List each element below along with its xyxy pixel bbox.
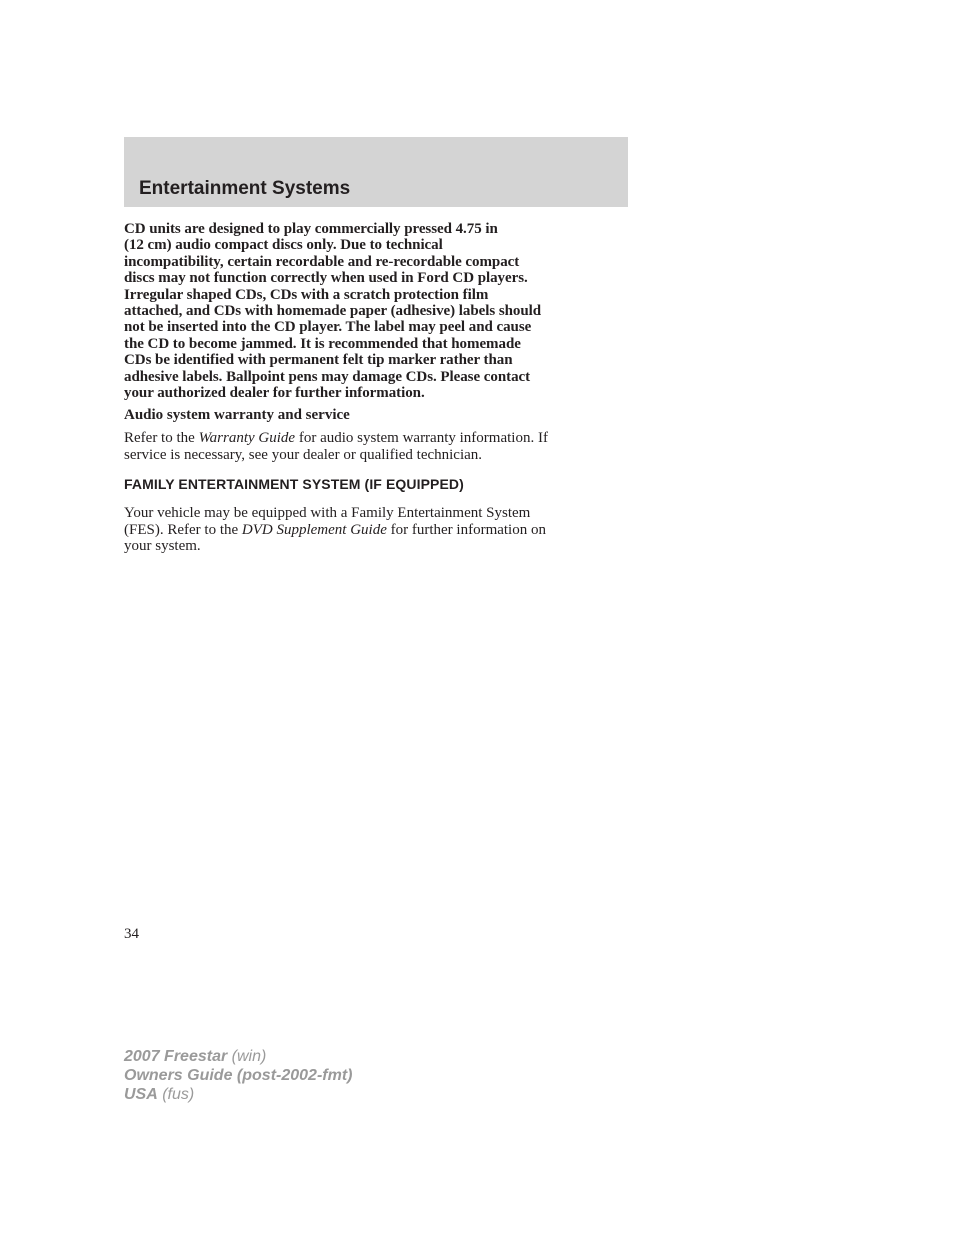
warranty-subheading: Audio system warranty and service [124, 407, 350, 424]
warning-line: the CD to become jammed. It is recommended that homemade [124, 335, 521, 352]
fes-section-heading: FAMILY ENTERTAINMENT SYSTEM (IF EQUIPPED) [124, 476, 464, 493]
warning-line: (12 cm) audio compact discs only. Due to technical [124, 237, 443, 254]
warning-line: not be inserted into the CD player. The label may peel and cause [124, 319, 532, 336]
footer-market-code: (fus) [157, 1086, 195, 1103]
footer-model: 2007 Freestar [124, 1048, 228, 1065]
fes-line-1: Your vehicle may be equipped with a Family Entertainment System [124, 505, 531, 522]
section-title: Entertainment Systems [139, 178, 351, 199]
warning-line: your authorized dealer for further information. [124, 385, 425, 402]
page-content [124, 221, 628, 555]
text-span: for audio system warranty information. If [295, 430, 548, 447]
section-header-band [124, 137, 628, 207]
footer-line-2 [124, 1066, 352, 1085]
warning-line: discs may not function correctly when used in Ford CD players. [124, 270, 528, 287]
fes-line-3: your system. [124, 538, 201, 555]
footer-model-code: (win) [227, 1048, 267, 1065]
document-footer [124, 1047, 352, 1104]
dvd-guide-reference: DVD Supplement Guide [241, 521, 387, 538]
warning-line: incompatibility, certain recordable and re-recordable compact [124, 253, 520, 270]
text-span: Refer to the [124, 430, 199, 447]
warning-line: Irregular shaped CDs, CDs with a scratch protection film [124, 286, 489, 303]
warning-line: adhesive labels. Ballpoint pens may damage CDs. Please contact [124, 368, 531, 385]
footer-market: USA [124, 1086, 158, 1103]
warning-line: CDs be identified with permanent felt tip marker rather than [124, 352, 513, 369]
footer-line-1 [124, 1047, 352, 1066]
warranty-line-1 [124, 430, 628, 447]
text-span: (FES). Refer to the [124, 521, 242, 538]
fes-line-2 [124, 522, 628, 539]
warranty-line-2: service is necessary, see your dealer or qualified technician. [124, 446, 483, 463]
page-number: 34 [124, 926, 139, 942]
footer-guide: Owners Guide (post-2002-fmt) [124, 1067, 353, 1084]
warranty-guide-reference: Warranty Guide [198, 430, 296, 447]
footer-line-3 [124, 1085, 352, 1104]
fes-paragraph [124, 505, 628, 555]
warning-line: attached, and CDs with homemade paper (adhesive) labels should [124, 303, 542, 320]
warranty-paragraph [124, 430, 628, 463]
cd-warning-paragraph [124, 221, 628, 401]
text-span: for further information on [386, 521, 546, 538]
warning-line: CD units are designed to play commercially pressed 4.75 in [124, 221, 498, 237]
